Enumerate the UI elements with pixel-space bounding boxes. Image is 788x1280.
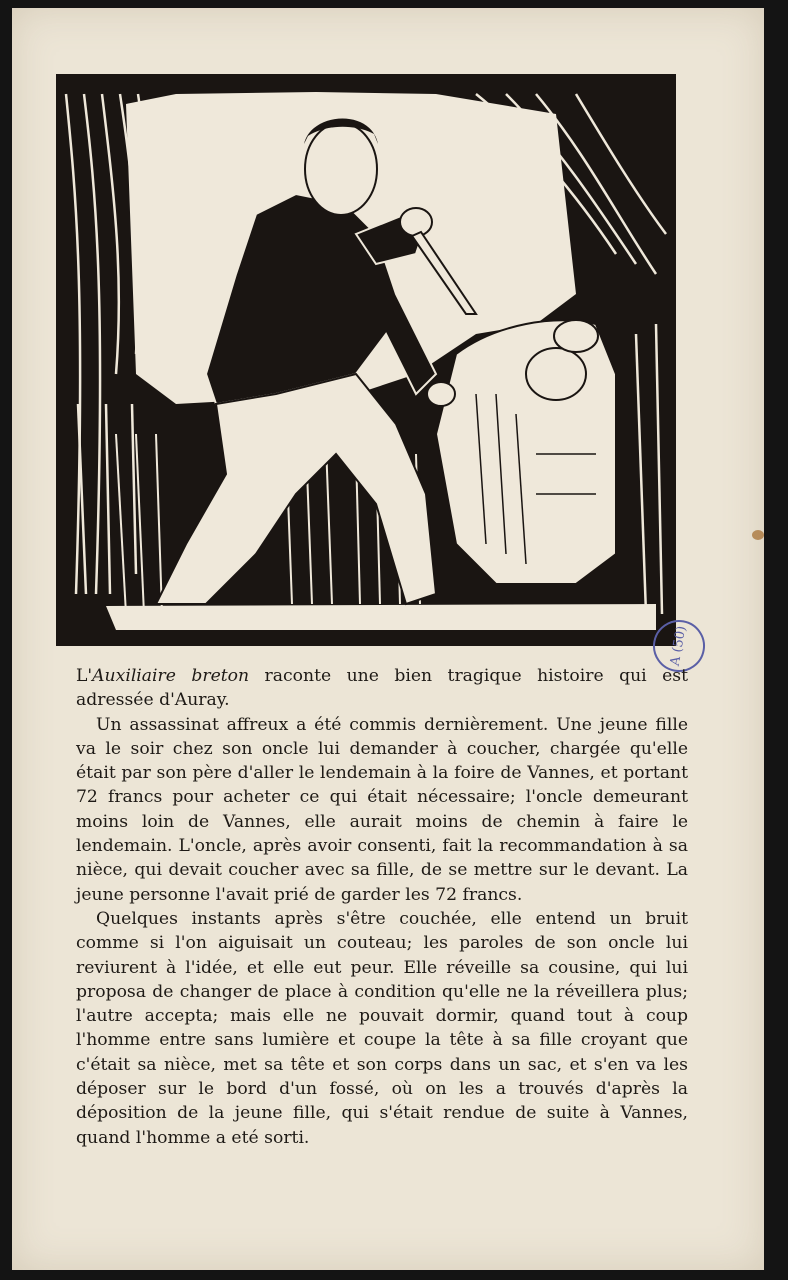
article-body <box>76 664 688 1150</box>
broadsheet-page <box>12 8 764 1270</box>
paper-stain <box>752 530 764 540</box>
article-paragraph-2: Un assassinat affreux a été commis dernièrement. Une jeune fille va le soir chez son oncle lui demander à coucher, chargée qu'elle était par son père d'aller le lendemain à la foire de Vannes, et portant 72 francs pour acheter ce qui était nécessaire; l'oncle demeurant moins loin de Vannes, elle aurait moins de chemin à faire le lendemain. L'oncle, après avoir consenti, fait la recommandation à sa nièce, qui devait coucher avec sa fille, de se mettre sur le devant. La jeune personne l'avait prié de garder les 72 francs. <box>76 714 688 905</box>
woodcut-illustration <box>56 74 676 646</box>
library-stamp: A (50) <box>649 616 709 676</box>
article-p1-prefix: L' <box>76 666 93 686</box>
article-p1-rest: raconte une bien tragique histoire qui est adressée d'Auray. <box>76 666 688 711</box>
article-paragraph-3: Quelques instants après s'être couchée, elle entend un bruit comme si l'on aiguisait un couteau; les paroles de son oncle lui reviurent à l'idée, et elle eut peur. Elle réveille sa cousine, qui lui proposa de changer de place à condition qu'elle ne la réveillera plus; l'autre accepta; mais elle ne pouvait dormir, quand tout à coup l'homme entre sans lumière et coupe la tête à sa fille croyant que c'était sa nièce, met sa tête et son corps dans un sac, et s'en va les déposer sur le bord d'un fossé, où on les a trouvés d'après la déposition de la jeune fille, qui s'était rendue de suite à Vannes, quand l'homme a eté sorti. <box>76 908 688 1148</box>
woodcut-drawing <box>56 74 676 646</box>
journal-name: Auxiliaire breton <box>92 666 250 686</box>
article-paragraph-1 <box>76 664 688 713</box>
